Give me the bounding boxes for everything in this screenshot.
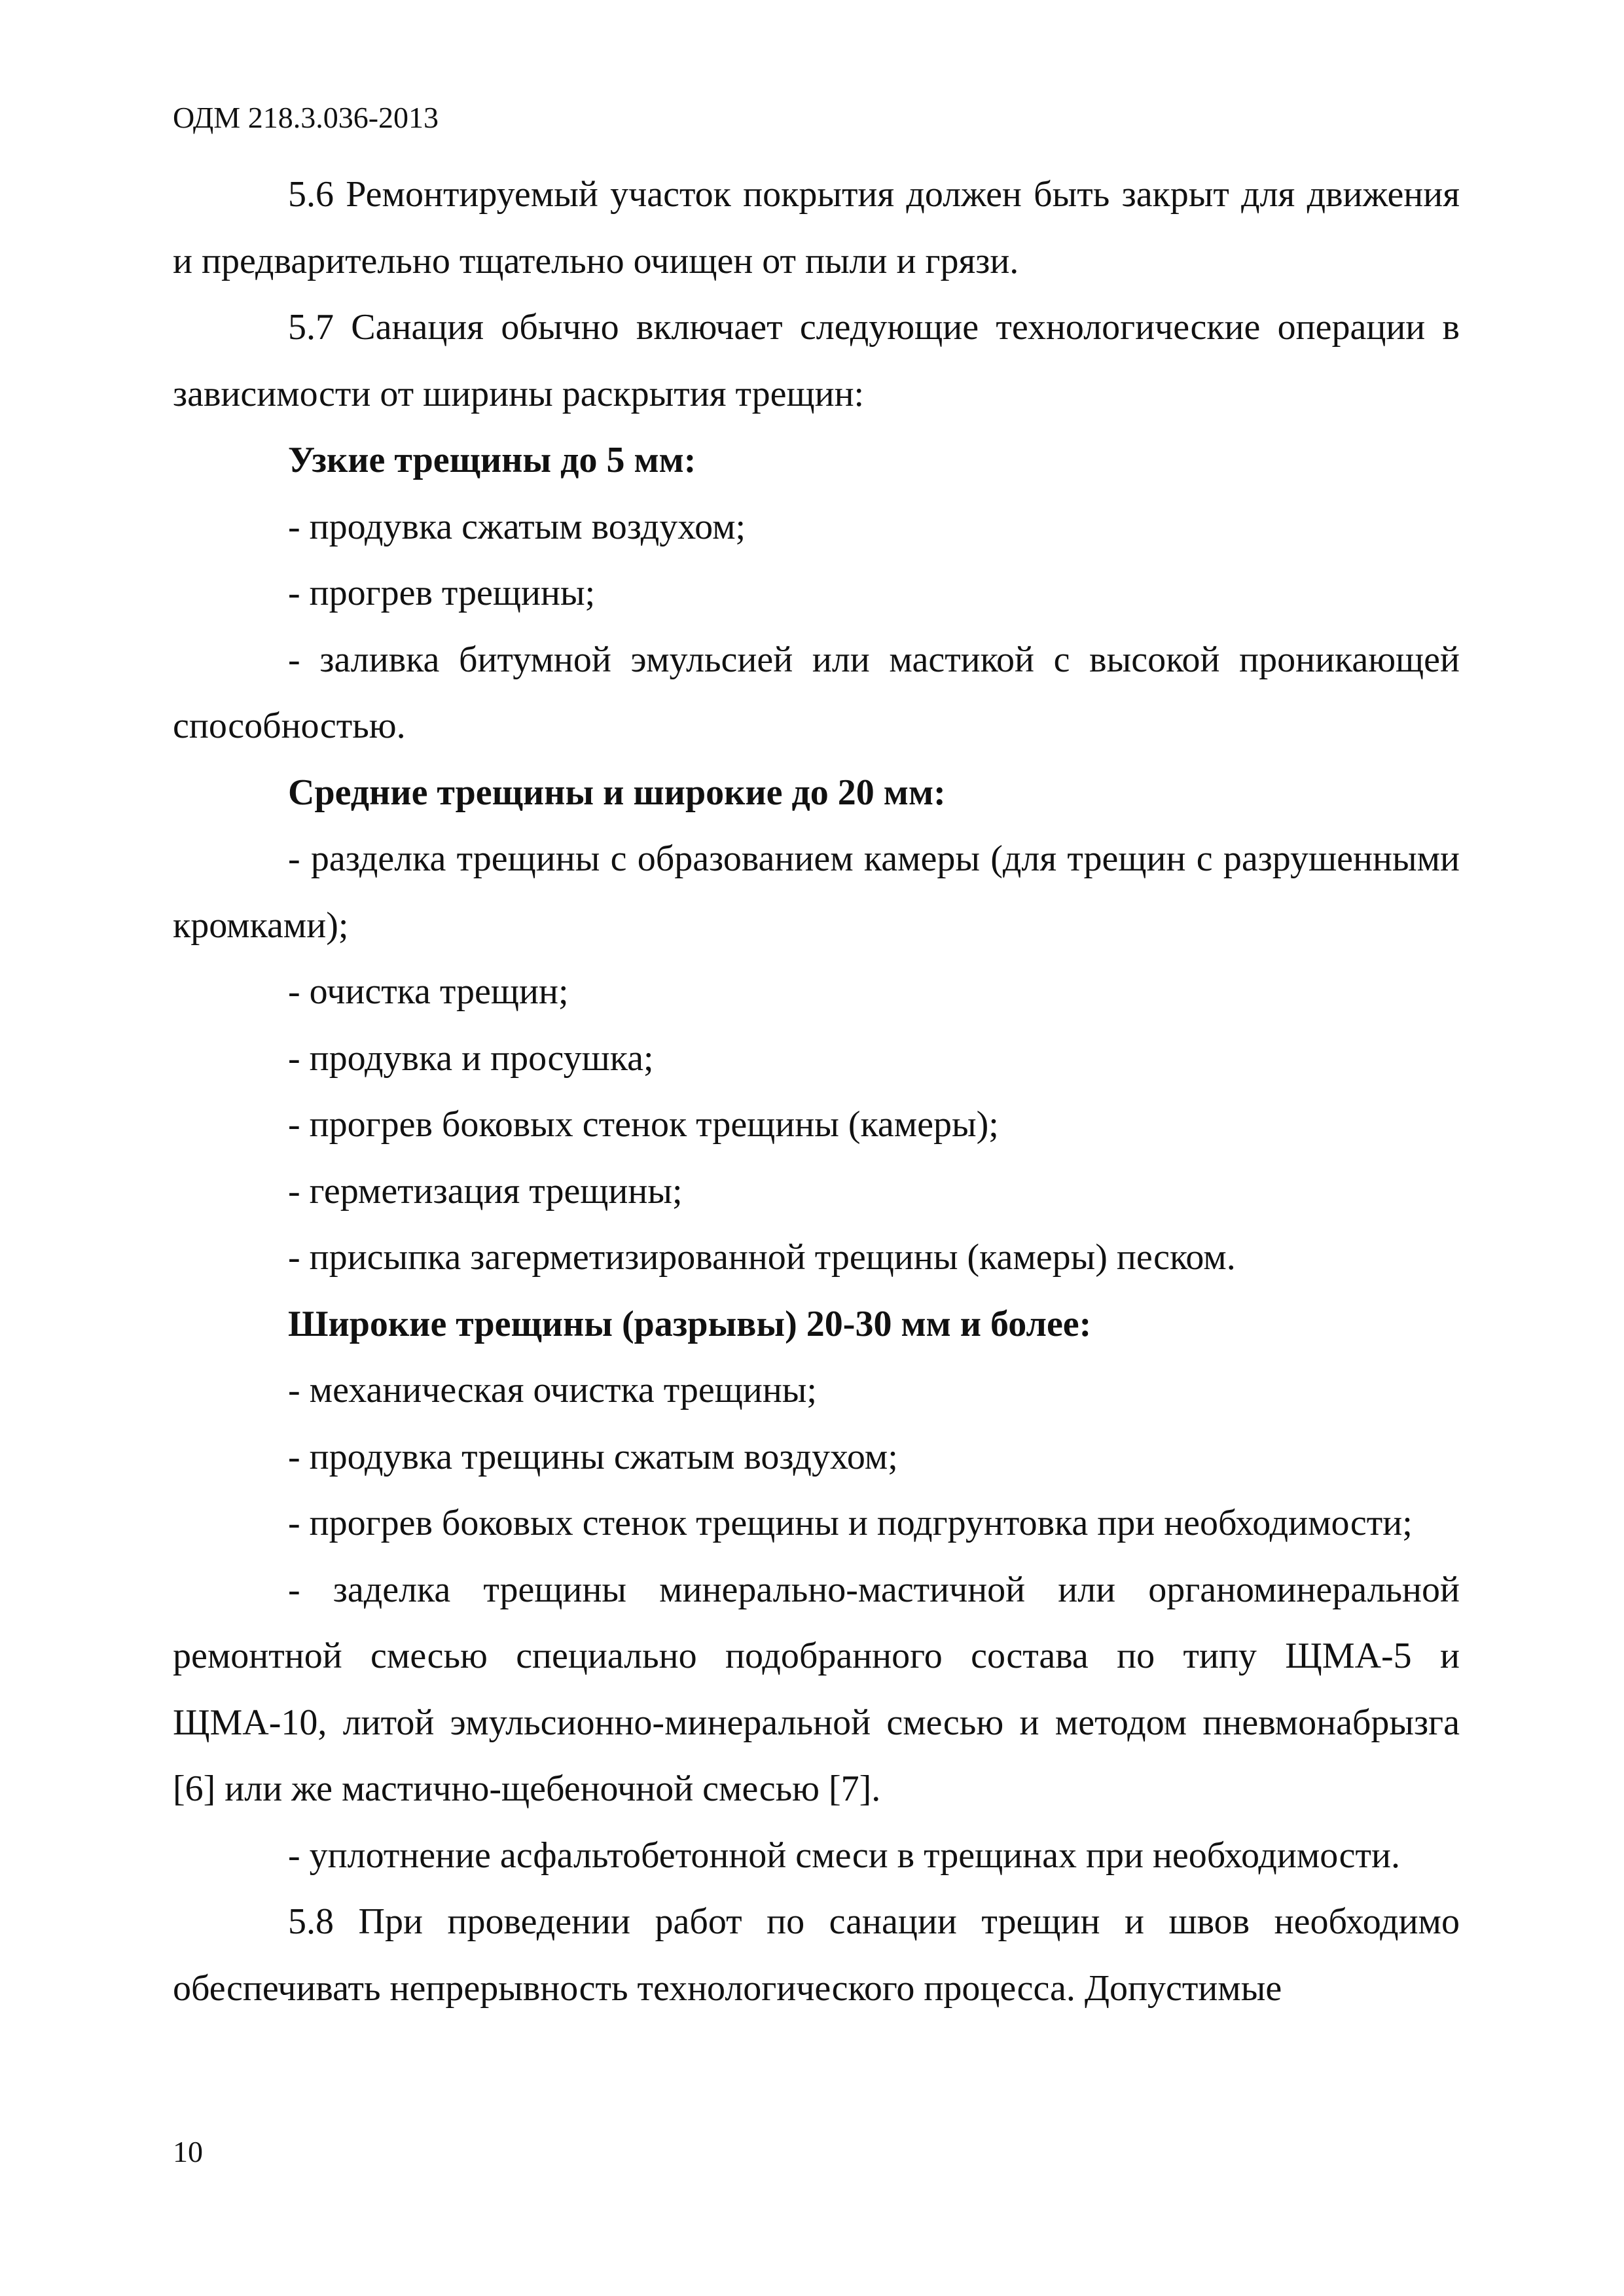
list-item-route-crack: - разделка трещины с образованием камеры (для трещин с разрушенными кромками); [173, 838, 1460, 946]
heading-wide-cracks: Широкие трещины (разрывы) 20-30 мм и более: [288, 1303, 1092, 1344]
list-item-blow-crack-air: - продувка трещины сжатым воздухом; [288, 1436, 898, 1477]
list-item-heat-side-walls: - прогрев боковых стенок трещины (камеры); [288, 1104, 999, 1145]
list-item-compaction: - уплотнение асфальтобетонной смеси в трещинах при необходимости. [288, 1835, 1400, 1876]
list-item-fill-repair-mix: - заделка трещины минерально-мастичной или органоминеральной ремонтной смесью специально подобранного состава по типу ЩМА-5 и ЩМА-10, литой эмульсионно-минеральной смесью и методом пневмонабрызга [6] или же мастично-щебеночной смесью [7]. [173, 1569, 1460, 1809]
list-item-mechanical-cleaning: - механическая очистка трещины; [288, 1370, 817, 1410]
heading-narrow-cracks: Узкие трещины до 5 мм: [288, 440, 696, 480]
heading-medium-cracks: Средние трещины и широкие до 20 мм: [288, 772, 946, 813]
list-item-seal-crack: - герметизация трещины; [288, 1170, 683, 1211]
paragraph-5-7: 5.7 Санация обычно включает следующие технологические операции в зависимости от ширины раскрытия трещин: [173, 307, 1460, 414]
list-item-heat-crack: - прогрев трещины; [288, 573, 596, 613]
list-item-clean-cracks: - очистка трещин; [288, 971, 569, 1012]
list-item-heat-and-prime: - прогрев боковых стенок трещины и подгрунтовка при необходимости; [288, 1503, 1413, 1543]
paragraph-5-8: 5.8 При проведении работ по санации трещин и швов необходимо обеспечивать непрерывность технологического процесса. Допустимые [173, 1901, 1460, 2009]
paragraph-5-6: 5.6 Ремонтируемый участок покрытия должен быть закрыт для движения и предварительно тщательно очищен от пыли и грязи. [173, 174, 1460, 281]
list-item-sand-dusting: - присыпка загерметизированной трещины (камеры) песком. [288, 1237, 1236, 1278]
page-number: 10 [173, 2135, 203, 2168]
list-item-blow-compressed-air: - продувка сжатым воздухом; [288, 506, 746, 547]
list-item-blow-and-dry: - продувка и просушка; [288, 1037, 654, 1079]
document-code-header: ОДМ 218.3.036-2013 [173, 101, 439, 134]
document-body [173, 162, 1460, 2022]
list-item-fill-emulsion: - заливка битумной эмульсией или мастикой с высокой проникающей способностью. [173, 639, 1460, 746]
